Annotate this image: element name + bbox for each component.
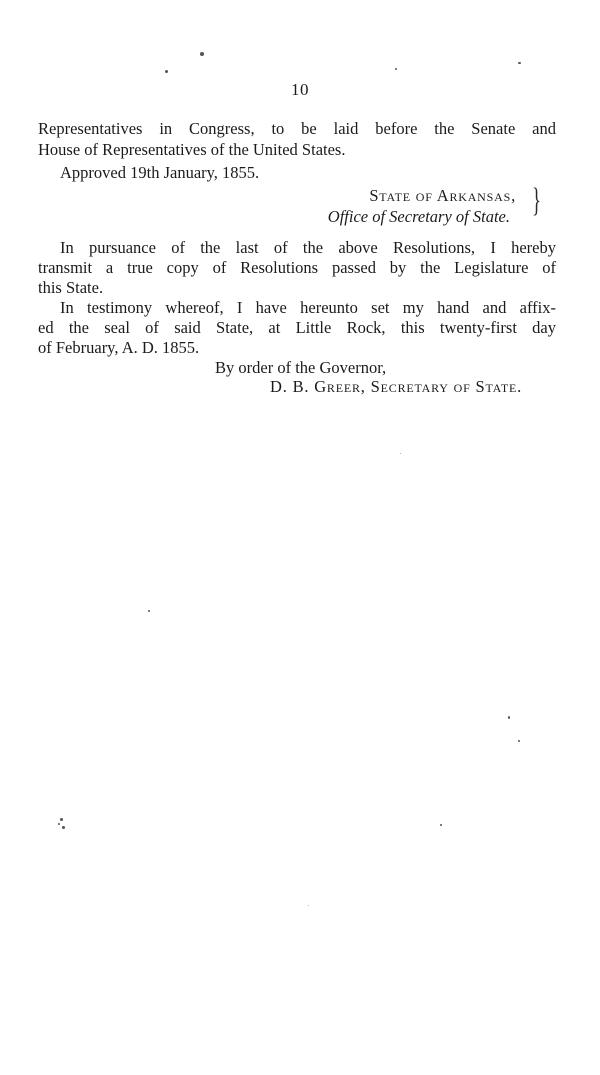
paragraph2-line2: transmit a true copy of Resolutions passed by the Legislature of <box>38 258 556 277</box>
scan-speck <box>60 818 63 821</box>
paragraph1-line1: Representatives in Congress, to be laid before the Senate and <box>38 119 556 138</box>
certification-brace: } <box>532 182 541 219</box>
scan-speck <box>518 62 521 64</box>
paragraph2-line1: In pursuance of the last of the above Resolutions, I hereby <box>60 238 556 257</box>
scan-speck <box>58 823 60 825</box>
paragraph3-line3: of February, A. D. 1855. <box>38 338 200 357</box>
paragraph1-line2: House of Representatives of the United States. <box>38 140 346 159</box>
certification-office: Office of Secretary of State. <box>327 207 510 226</box>
scan-speck <box>200 52 204 56</box>
paragraph3-line1: In testimony whereof, I have hereunto set my hand and affix- <box>60 298 556 317</box>
page-number: 10 <box>291 80 309 99</box>
approved-date: Approved 19th January, 1855. <box>60 163 260 182</box>
paragraph2-line3: this State. <box>38 278 104 297</box>
certification-state: State of Arkansas, <box>369 186 516 205</box>
scan-speck <box>308 905 309 906</box>
signature-name: D. B. Greer, Secretary of State. <box>270 377 522 396</box>
scan-speck <box>165 70 168 73</box>
signature-order: By order of the Governor, <box>215 358 387 377</box>
scan-speck <box>518 740 520 742</box>
scan-speck <box>62 826 65 829</box>
scan-speck <box>508 716 510 719</box>
scan-speck <box>395 68 397 70</box>
scan-speck <box>440 824 442 826</box>
paragraph3-line2: ed the seal of said State, at Little Rock, this twenty-first day <box>38 318 556 337</box>
scan-speck <box>148 610 150 612</box>
scan-speck <box>400 453 401 454</box>
